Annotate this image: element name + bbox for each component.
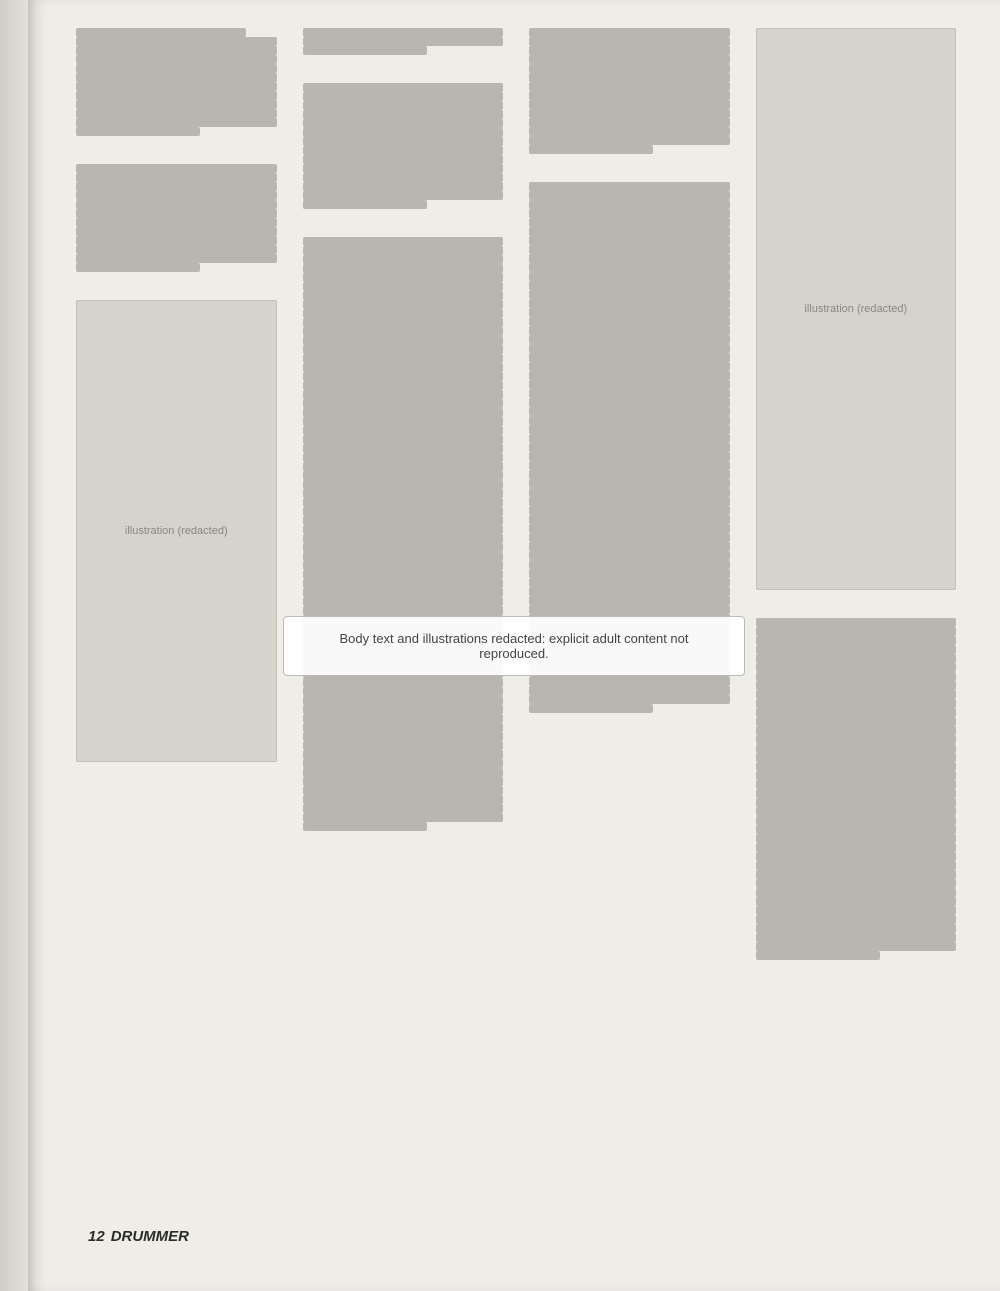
redacted-paragraph	[303, 28, 504, 55]
illustration-placeholder: illustration (redacted)	[756, 28, 957, 590]
magazine-title: DRUMMER	[110, 1228, 190, 1245]
column-1	[76, 28, 277, 1211]
redacted-paragraph	[756, 618, 957, 960]
magazine-page	[28, 0, 1000, 1291]
page-number: 12	[88, 1228, 105, 1245]
redacted-paragraph	[76, 28, 277, 136]
illustration-placeholder: illustration (redacted)	[76, 300, 277, 762]
page-footer	[88, 1228, 189, 1245]
column-4	[756, 28, 957, 1211]
binding-spine	[0, 0, 28, 1291]
redacted-paragraph	[303, 83, 504, 209]
redacted-paragraph	[76, 164, 277, 272]
redacted-paragraph	[303, 237, 504, 831]
redacted-paragraph	[529, 28, 730, 154]
redaction-notice: Body text and illustrations redacted: explicit adult content not reproduced.	[283, 616, 745, 676]
